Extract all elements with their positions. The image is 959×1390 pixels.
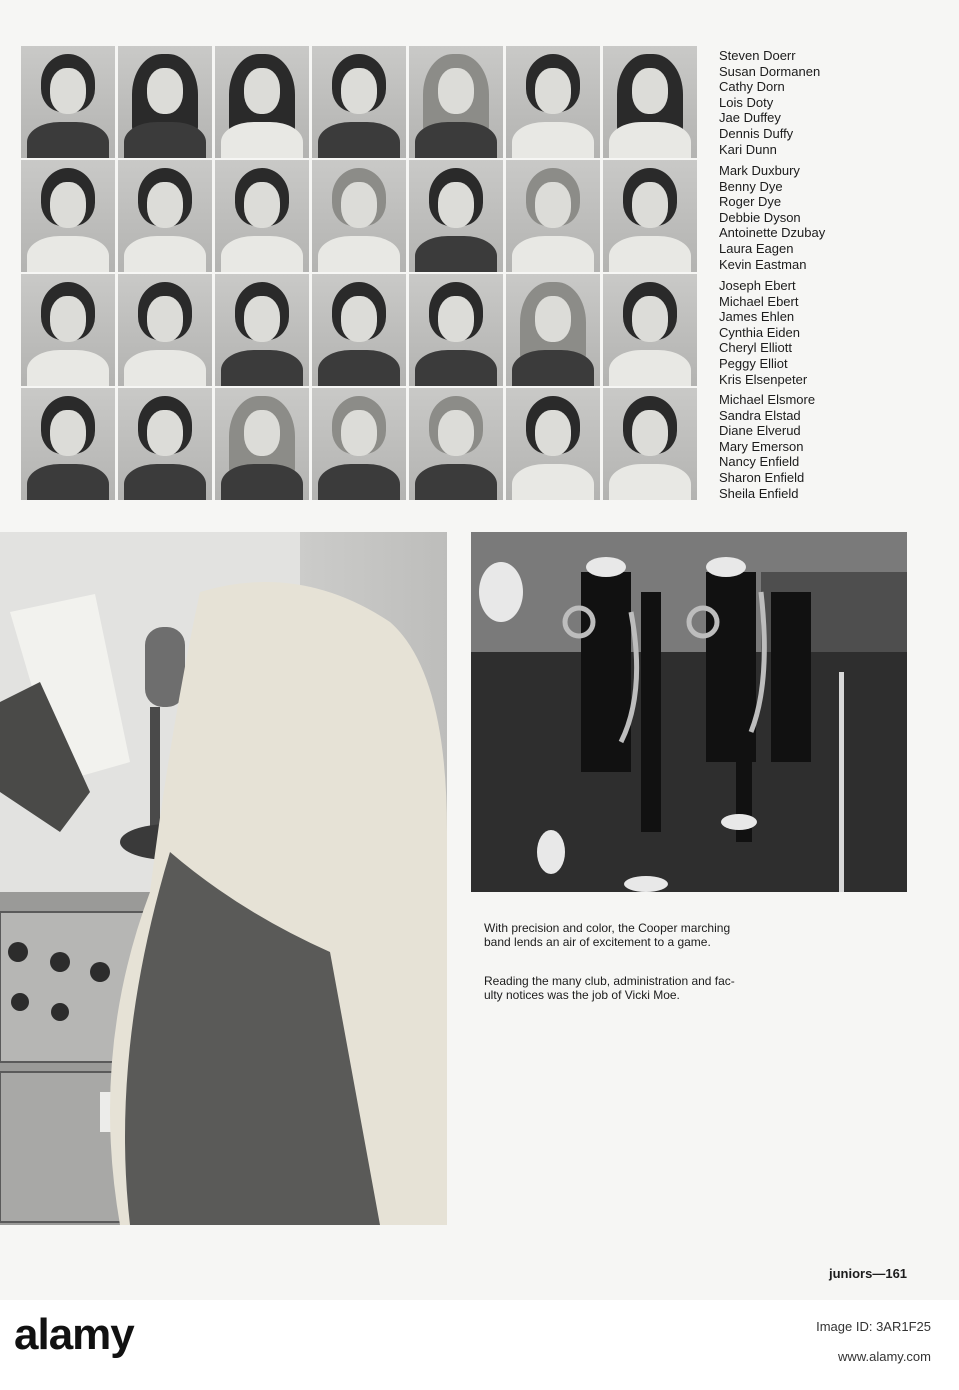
student-name: Kris Elsenpeter [719,371,808,387]
portrait [409,160,503,272]
student-name: Roger Dye [719,194,782,210]
student-name: Steven Doerr [719,48,796,63]
student-name: Antoinette Dzubay [719,225,826,241]
portrait [603,274,697,386]
student-name: Lois Doty [719,94,774,110]
student-name: Joseph Ebert [719,278,796,293]
watermark-site: www.alamy.com [838,1349,931,1364]
portrait [409,388,503,500]
student-name: Kari Dunn [719,141,777,157]
name-group-2 [719,163,879,272]
student-name: Cynthia Eiden [719,324,800,340]
student-name: Nancy Enfield [719,454,800,470]
portrait-row-2 [21,160,695,272]
portrait [215,46,309,158]
portrait [506,160,600,272]
student-name: Sandra Elstad [719,407,801,423]
student-name: Benny Dye [719,178,783,194]
portrait [409,274,503,386]
watermark-strip [0,1300,959,1390]
announcer-photo [0,532,447,1225]
announcer-illustration [0,532,447,1225]
portrait [215,274,309,386]
portrait [409,46,503,158]
portrait [21,160,115,272]
band-illustration [471,532,907,892]
portrait [506,46,600,158]
marching-band-photo [471,532,907,892]
portrait [215,160,309,272]
band-caption [484,921,814,949]
student-name: Debbie Dyson [719,209,801,225]
portrait-grid [21,46,695,502]
student-name: Jae Duffey [719,110,781,126]
student-name: James Ehlen [719,309,795,325]
student-name: Cathy Dorn [719,79,785,95]
student-name: Diane Elverud [719,423,801,439]
student-name: Sharon Enfield [719,469,805,485]
student-name: Mary Emerson [719,438,804,454]
student-name: Peggy Elliot [719,355,788,371]
student-name: Mark Duxbury [719,163,800,178]
student-name: Laura Eagen [719,240,794,256]
name-group-4 [719,392,879,501]
portrait [21,46,115,158]
page-folio: juniors—161 [829,1266,908,1281]
portrait [312,160,406,272]
portrait-row-4 [21,388,695,500]
caption-line: Reading the many club, administration and fac- [484,974,735,988]
portrait [118,274,212,386]
student-name: Sheila Enfield [719,485,799,501]
portrait [118,160,212,272]
student-name: Michael Elsmore [719,392,816,407]
caption-line: ulty notices was the job of Vicki Moe. [484,988,680,1002]
portrait [21,388,115,500]
student-name: Susan Dormanen [719,63,821,79]
portrait [603,388,697,500]
portrait [506,274,600,386]
watermark-image-id: Image ID: 3AR1F25 [816,1319,931,1334]
student-name: Cheryl Elliott [719,340,792,356]
portrait [118,388,212,500]
watermark-logo: alamy [14,1310,134,1359]
portrait [312,274,406,386]
portrait [603,46,697,158]
portrait [215,388,309,500]
name-group-1 [719,48,879,157]
caption-line: band lends an air of excitement to a game. [484,935,711,949]
caption-line: With precision and color, the Cooper marching [484,921,731,935]
student-name: Kevin Eastman [719,256,807,272]
student-name: Michael Ebert [719,293,799,309]
portrait [312,388,406,500]
notices-caption [484,974,814,1002]
portrait [603,160,697,272]
student-name: Dennis Duffy [719,125,794,141]
portrait [506,388,600,500]
portrait [118,46,212,158]
portrait [312,46,406,158]
portrait [21,274,115,386]
name-group-3 [719,278,879,387]
portrait-row-1 [21,46,695,158]
portrait-row-3 [21,274,695,386]
